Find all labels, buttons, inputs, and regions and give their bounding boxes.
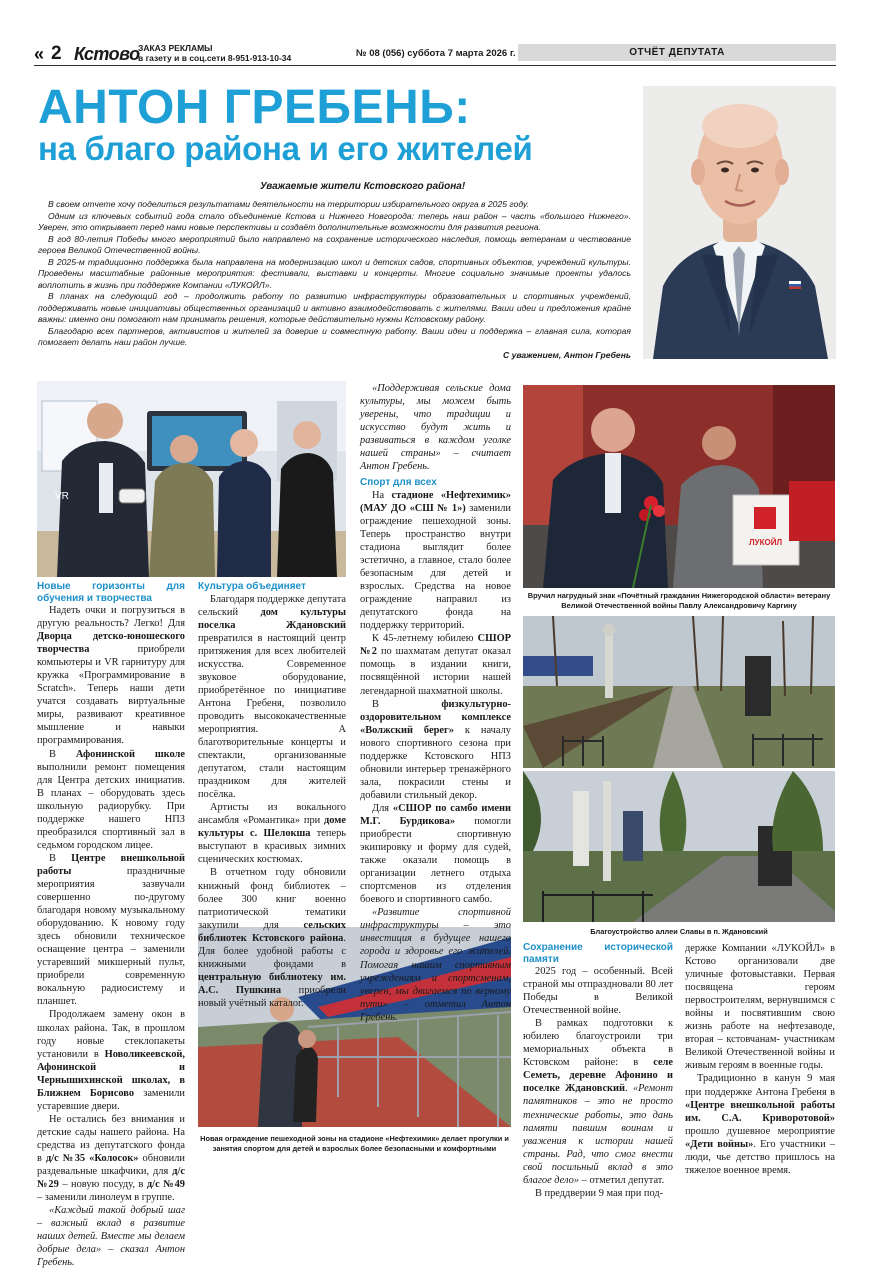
intro-paragraph: Благодарю всех партнеров, активистов и жителей за доверие и совместную работу. Ваши идеи и поддержка – главная сила, которая помогает делать наш район лучше.: [38, 325, 631, 347]
photo-vr-classroom: [37, 381, 346, 577]
intro-paragraph: В своем отчете хочу поделиться результатами деятельности на территории избирательного округа в 2025 году.: [48, 199, 530, 209]
photo-veteran-award: [523, 385, 835, 588]
paragraph: держке Компании «ЛУКОЙЛ» в Кстово организовали две уличные фотовыставки. Первая посвящена героям первостроителям, вернувшимся с войны и посвятившим свою жизнь работе на нефтезаводе, вторая – кстовчанам- участникам Великой Отечественной войны и живым героям в военные годы.: [685, 943, 835, 1072]
column-memory-cont: [685, 942, 835, 1177]
paragraph: В физкультурно-оздоровительном комплексе «Волжский берег» к началу нового спортивного сезона при поддержке Кстовского НПЗ обновили интерьер тренажёрного зала, покрасили стены и добавили стильный декор.: [360, 698, 511, 801]
intro-paragraph: В 2025-м традиционно поддержка была направлена на модернизацию школ и детских садов, спортивных объектов, учреждений культуры. Проведены масштабные районные мероприятия: фестивали, выставки и концерты. Многие социально значимые проекты удалось воплотить в жизнь при поддержке Компании «ЛУКОЙЛ».: [38, 256, 631, 290]
ads-line1: ЗАКАЗ РЕКЛАМЫ: [138, 43, 213, 53]
intro-paragraph: В год 80-летия Победы много мероприятий было направлено на сохранение исторического наследия, помощь ветеранам и чествование героев Великой Отечественной войны.: [38, 233, 631, 255]
issue-info: № 08 (056) суббота 7 марта 2026 г.: [356, 48, 516, 59]
column-culture: [198, 581, 346, 1010]
intro-signature: С уважением, Антон Гребень: [502, 350, 631, 360]
intro-greeting: Уважаемые жители Кстовского района!: [260, 181, 466, 192]
paragraph: 2025 год – особенный. Всей страной мы отпраздновали 80 лет Победы в Великой Отечественной войне.: [523, 966, 673, 1017]
column-sport: [360, 382, 511, 1024]
column-memory: [523, 942, 673, 1200]
paragraph: В отчетном году обновили книжный фонд библиотек – более 300 книг военно патриотической тематики закупили для сельских библиотек Кстовского района. Для более удобной работы с книжными фондами в центральную библиотеку им. А.С. Пушкина приобрели новый учётный каталог.: [198, 867, 346, 1009]
paragraph: Продолжаем замену окон в школах района. Так, в прошлом году новые стеклопакеты установили в Новоликеевской, Афонинской и Чернышихинской школах, в Ближнем Борисово заменили устаревшие двери.: [37, 1009, 185, 1112]
photo-memorial-alley-1: [523, 616, 835, 768]
caption-stadium: Новая ограждение пешеходной зоны на стадионе «Нефтехимик» делает прогулки и занятия спортом для детей и взрослых более безопасными и комфортными: [200, 1134, 509, 1153]
paragraph: Надеть очки и погрузиться в другую реальность? Легко! Для Дворца детско-юношеского творчества приобрели компьютеры и VR гарнитуру для кружка «Программирование в Scratch». Теперь наши дети учатся создавать виртуальные миры, развивают креативное мышление и навыки программирования.: [37, 605, 185, 747]
paragraph: Не остались без внимания и детские сады нашего района. На средства из депутатского фонда в д/с №35 «Колосок» обновили раздевальные шкафчики, для д/с №29 – новую посуду, в д/с №49 – заменили линолеум в группе.: [37, 1113, 185, 1204]
ads-info: [138, 44, 298, 64]
quote: «Развитие спортивной инфраструктуры – это инвестиция в будущее нашего города и здоровье его жителей. Помогая нашим спортивным учреждениям и спортсменам, уверен, мы двигаемся по верному пути» – отметил Антон Гребень.: [360, 907, 511, 1023]
page-number: 2: [51, 43, 62, 64]
paragraph: Для «СШОР по самбо имени М.Г. Бурдикова» помогли приобрести спортивную экипировку и форму для судей, также оказали помощь в организации летнего отдыха спортсменов из отделения боевого и спортивного самбо.: [360, 802, 511, 906]
paragraph: В рамках подготовки к юбилею благоустроили три мемориальных объекта в Кстовском районе: в селе Семеть, деревне Афонино и поселке Ждановский. «Ремонт памятников – это не просто технические работы, это дань памяти павшим воинам и уважения к истории нашей страны. Рад, что смог внести свой посильный вклад в это благое дело» – отметил депутат.: [523, 1018, 673, 1186]
newspaper-logo: Кстово: [74, 44, 140, 64]
page-arrow: «: [34, 44, 45, 64]
intro-paragraph: Одним из ключевых событий года стало объединение Кстова и Нижнего Новгорода: теперь наш район – часть «большого Нижнего». Уверен, это открывает перед нами новые перспективы и создаёт дополнительные возможности для развития региона.: [38, 210, 631, 232]
photo-memorial-alley-2: [523, 771, 835, 922]
quote: «Каждый такой добрый шаг – важный вклад в развитие наших детей. Вместе мы делаем добрые дела» – сказал Антон Гребень.: [37, 1205, 185, 1269]
paragraph: Благодаря поддержке депутата сельский дом культуры поселка Ждановский превратился в настоящий центр притяжения для всех любителей искусства. Современное звуковое оборудование, приобретённое по инициативе Антона Гребеня, позволило проводить высококачественные мероприятия. А благотворительные концерты и спектакли, организованные депутатом, стали настоящим праздником для жителей посёлка.: [198, 593, 346, 801]
subhead-memory: Сохранение исторической памяти: [523, 942, 673, 965]
paragraph: Артисты из вокального ансамбля «Романтика» при доме культуры с. Шелокша теперь выступают в красивых зимних сценических костюмах.: [198, 802, 346, 866]
page-header: [34, 42, 836, 66]
caption-veteran: Вручил нагрудный знак «Почётный гражданин Нижегородской области» ветерану Великой Отечественной войны Павлу Александровичу Каргину: [527, 591, 831, 610]
subhead-sport: Спорт для всех: [360, 477, 437, 489]
subhead-culture: Культура объединяет: [198, 581, 306, 592]
column-education: [37, 581, 185, 1269]
subhead-education: Новые горизонты для обучения и творчества: [37, 581, 185, 604]
lukoil-bag-label: ЛУКОЙЛ: [749, 538, 783, 547]
vr-label: VR: [55, 491, 69, 502]
deputy-portrait: [643, 86, 836, 359]
quote: «Поддерживая сельские дома культуры, мы можем быть уверены, что традиции и искусство будут жить и развиваться в каждом уголке нашей страны» – считает Антон Гребень.: [360, 383, 511, 473]
paragraph: В Афонинской школе выполнили ремонт помещения для Центра детских инициатив. В планах – оборудовать здесь школьную радиорубку. При поддержке нашего НПЗ преобразился спортивный зал в седьмом городском лицее.: [37, 748, 185, 851]
intro-paragraph: В планах на следующий год – продолжить работу по развитию инфраструктуры образовательных и спортивных учреждений, поддерживать новые инициативы общественных организаций и активно взаимодействовать с жителями. Ваши идеи и предложения крайне важны: именно они помогают нам принимать решения, которые действительно нужны Кстовскому району.: [38, 291, 631, 324]
paragraph: В преддверии 9 мая при под-: [535, 1187, 664, 1199]
ads-line2: в газету и в соц.сети 8-951-913-10-34: [138, 52, 292, 63]
paragraph: На стадионе «Нефтехимик» (МАУ ДО «СШ № 1») заменили ограждение пешеходной зоны. Теперь пространство внутри стадиона выглядит более эстетично, а главное, стало более безопасным для детей и взрослых. Средства на новое ограждение направил из депутатского фонда на поддержку территорий.: [360, 489, 511, 632]
headline-name: АНТОН ГРЕБЕНЬ:: [38, 81, 471, 134]
paragraph: В Центре внешкольной работы праздничные мероприятия зазвучали совершенно по-другому благодаря новому музыкальному оборудованию. К новому году здесь обновили техническое оснащение центра – заменили устаревший микшерный пульт, приобрели современную вокальную радиосистему и планшет.: [37, 852, 185, 1008]
headline-subtitle: на благо района и его жителей: [38, 130, 533, 167]
paragraph: К 45-летнему юбилею СШОР №2 по шахматам депутат оказал помощь в издании книги, посвящённой истории нашей легендарной шахматной школы.: [360, 633, 511, 697]
caption-alley: Благоустройство аллеи Славы в п. Ждановский: [590, 927, 768, 936]
paragraph: Традиционно в канун 9 мая при поддержке Антона Гребеня в «Центре внешкольной работы им. С.А. Криворотовой» прошло душевное мероприятие «Дети войны». Его участники – люди, чье детство пришлось на тяжелое военное время.: [685, 1073, 835, 1176]
intro-text: [38, 199, 631, 349]
section-label: ОТЧЁТ ДЕПУТАТА: [518, 44, 836, 61]
